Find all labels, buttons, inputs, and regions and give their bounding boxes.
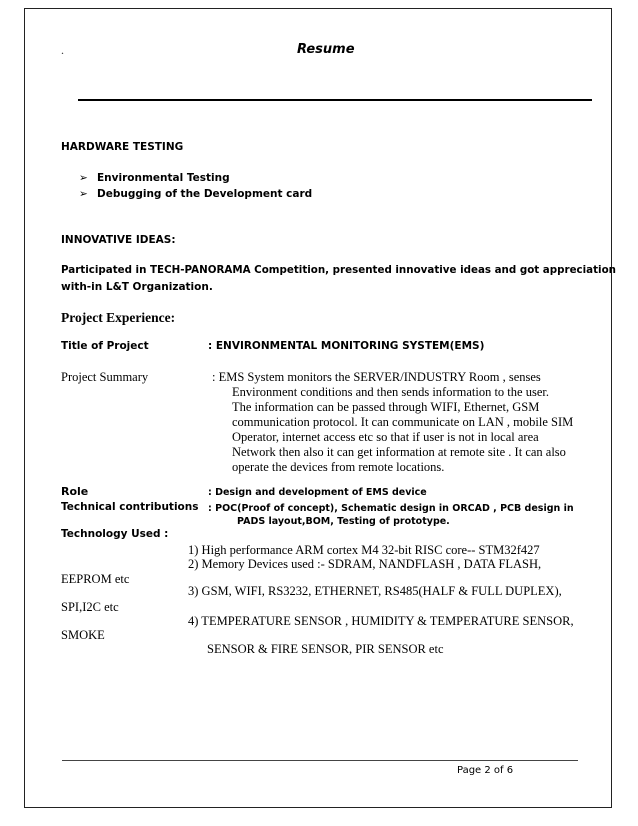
summary-line: operate the devices from remote locations. — [232, 460, 445, 474]
technical-contributions-label: Technical contributions — [61, 501, 199, 513]
summary-line: The information can be passed through WIFI, Ethernet, GSM — [232, 400, 540, 414]
innovative-line-2: with-in L&T Organization. — [61, 281, 213, 293]
tech-line: SMOKE — [61, 628, 105, 642]
project-summary-label: Project Summary — [61, 370, 149, 384]
summary-line: communication protocol. It can communicate on LAN , mobile SIM — [232, 415, 574, 429]
tech-line: SPI,I2C etc — [61, 600, 119, 614]
technical-contributions-value-2: PADS layout,BOM, Testing of prototype. — [237, 516, 450, 527]
summary-line: : EMS System monitors the SERVER/INDUSTRY Room , senses — [212, 370, 541, 384]
header-dot: . — [61, 43, 64, 57]
arrow-bullet-icon: ➢ — [79, 172, 88, 184]
tech-line: SENSOR & FIRE SENSOR, PIR SENSOR etc — [207, 642, 444, 656]
page-number: Page 2 of 6 — [457, 765, 514, 776]
summary-line: Environment conditions and then sends information to the user. — [232, 385, 549, 399]
innovative-line-1: Participated in TECH-PANORAMA Competition, presented innovative ideas and got appreciation — [61, 264, 616, 276]
summary-line: Network then also it can get information at remote site . It can also — [232, 445, 566, 459]
role-label: Role — [61, 485, 89, 498]
innovative-ideas-heading: INNOVATIVE IDEAS: — [61, 234, 176, 246]
hardware-testing-heading: HARDWARE TESTING — [61, 141, 184, 153]
list-item: ➢ Environmental Testing — [79, 172, 230, 184]
arrow-bullet-icon: ➢ — [79, 188, 88, 200]
header-rule — [78, 99, 592, 101]
tech-line: 2) Memory Devices used :- SDRAM, NANDFLASH , DATA FLASH, — [188, 557, 542, 571]
title-of-project-value: : ENVIRONMENTAL MONITORING SYSTEM(EMS) — [208, 340, 485, 352]
list-item: ➢ Debugging of the Development card — [79, 188, 313, 200]
technical-contributions-value-1: : POC(Proof of concept), Schematic design in ORCAD , PCB design in — [208, 503, 574, 514]
role-value: : Design and development of EMS device — [208, 487, 427, 498]
footer-rule — [62, 760, 578, 761]
tech-line: 1) High performance ARM cortex M4 32-bit RISC core-- STM32f427 — [188, 543, 540, 557]
tech-line: 3) GSM, WIFI, RS3232, ETHERNET, RS485(HALF & FULL DUPLEX), — [188, 584, 562, 598]
summary-line: Operator, internet access etc so that if user is not in local area — [232, 430, 539, 444]
tech-line: 4) TEMPERATURE SENSOR , HUMIDITY & TEMPERATURE SENSOR, — [188, 614, 574, 628]
page-title: Resume — [297, 42, 355, 57]
tech-line: EEPROM etc — [61, 572, 130, 586]
technology-used-label: Technology Used : — [61, 528, 169, 540]
project-experience-heading: Project Experience: — [61, 310, 176, 325]
title-of-project-label: Title of Project — [61, 340, 149, 352]
